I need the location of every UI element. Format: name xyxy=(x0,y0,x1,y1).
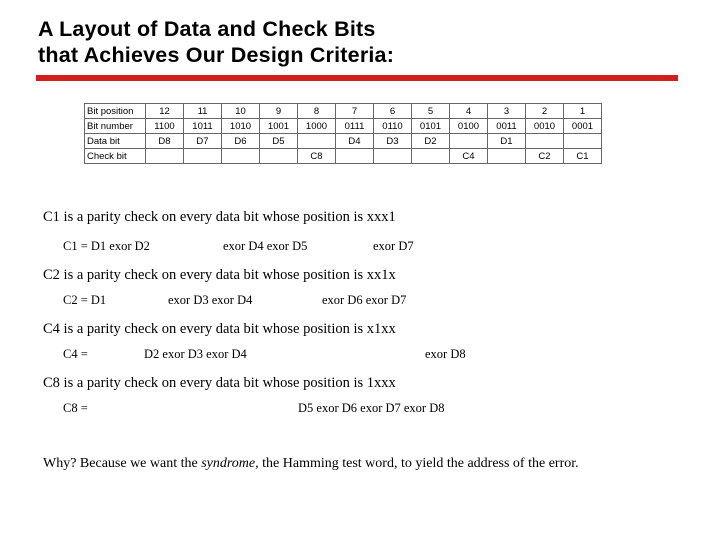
table-cell: 1100 xyxy=(146,119,184,134)
table-cell xyxy=(222,149,260,164)
c2-equation-part: C2 = D1 xyxy=(63,293,107,307)
table-cell: 4 xyxy=(450,104,488,119)
table-cell: D3 xyxy=(374,134,412,149)
table-cell xyxy=(336,149,374,164)
table-cell xyxy=(298,134,336,149)
table-cell: D5 xyxy=(260,134,298,149)
table-cell xyxy=(488,149,526,164)
table-cell xyxy=(184,149,222,164)
table-cell xyxy=(374,149,412,164)
table-cell: 1000 xyxy=(298,119,336,134)
table-cell: 0010 xyxy=(526,119,564,134)
c4-description: C4 is a parity check on every data bit whose position is x1xx xyxy=(43,321,396,337)
why-prefix: Why? Because we want the xyxy=(43,456,202,471)
table-cell: 10 xyxy=(222,104,260,119)
c4-equation-part: C4 = xyxy=(63,347,88,361)
why-statement xyxy=(43,456,579,472)
table-cell: D2 xyxy=(412,134,450,149)
why-suffix: the Hamming test word, to yield the address of the error. xyxy=(258,456,579,471)
table-cell: 11 xyxy=(184,104,222,119)
table-cell: 1001 xyxy=(260,119,298,134)
title-line-2: that Achieves Our Design Criteria: xyxy=(38,43,395,67)
table-cell: C4 xyxy=(450,149,488,164)
table-cell: C1 xyxy=(564,149,602,164)
table-cell: 5 xyxy=(412,104,450,119)
c1-description: C1 is a parity check on every data bit whose position is xxx1 xyxy=(43,209,396,225)
row-header: Bit number xyxy=(85,119,146,134)
row-header: Bit position xyxy=(85,104,146,119)
table-cell: 2 xyxy=(526,104,564,119)
table-cell: 1010 xyxy=(222,119,260,134)
table-cell: 0110 xyxy=(374,119,412,134)
table-row xyxy=(85,119,602,134)
table-cell xyxy=(564,134,602,149)
bit-layout-table xyxy=(84,103,602,164)
table-cell: 7 xyxy=(336,104,374,119)
table-cell: 0011 xyxy=(488,119,526,134)
table-cell xyxy=(260,149,298,164)
table-cell xyxy=(412,149,450,164)
table-cell: D6 xyxy=(222,134,260,149)
table-cell: 12 xyxy=(146,104,184,119)
table-cell: C8 xyxy=(298,149,336,164)
table-cell: C2 xyxy=(526,149,564,164)
c2-equation-part: exor D3 exor D4 xyxy=(168,293,253,307)
title-line-1: A Layout of Data and Check Bits xyxy=(38,17,376,41)
table-row xyxy=(85,134,602,149)
c4-equation-part: D2 exor D3 exor D4 xyxy=(144,347,247,361)
table-cell: D7 xyxy=(184,134,222,149)
table-cell xyxy=(146,149,184,164)
c1-equation-part: C1 = D1 exor D2 xyxy=(63,239,150,253)
c8-equation-part: C8 = xyxy=(63,401,88,415)
table-cell: 6 xyxy=(374,104,412,119)
why-emphasis: syndrome, xyxy=(201,456,259,471)
slide-title xyxy=(38,16,394,68)
table-cell: 1 xyxy=(564,104,602,119)
row-header: Data bit xyxy=(85,134,146,149)
table-cell: 8 xyxy=(298,104,336,119)
table-cell: D8 xyxy=(146,134,184,149)
table-cell: 0101 xyxy=(412,119,450,134)
table-cell: 9 xyxy=(260,104,298,119)
table-cell: 3 xyxy=(488,104,526,119)
table-row xyxy=(85,149,602,164)
c8-description: C8 is a parity check on every data bit whose position is 1xxx xyxy=(43,375,396,391)
c2-description: C2 is a parity check on every data bit whose position is xx1x xyxy=(43,267,396,283)
c4-equation-part: exor D8 xyxy=(425,347,466,361)
table-cell xyxy=(450,134,488,149)
table-cell: D1 xyxy=(488,134,526,149)
table-cell: 0100 xyxy=(450,119,488,134)
table-cell xyxy=(526,134,564,149)
c1-equation-part: exor D4 exor D5 xyxy=(223,239,308,253)
table-cell: 0111 xyxy=(336,119,374,134)
row-header: Check bit xyxy=(85,149,146,164)
table-cell: 1011 xyxy=(184,119,222,134)
table-cell: D4 xyxy=(336,134,374,149)
title-underline-bar xyxy=(36,75,678,81)
c8-equation-part: D5 exor D6 exor D7 exor D8 xyxy=(298,401,445,415)
c1-equation-part: exor D7 xyxy=(373,239,414,253)
c2-equation-part: exor D6 exor D7 xyxy=(322,293,407,307)
table-row xyxy=(85,104,602,119)
table-cell: 0001 xyxy=(564,119,602,134)
